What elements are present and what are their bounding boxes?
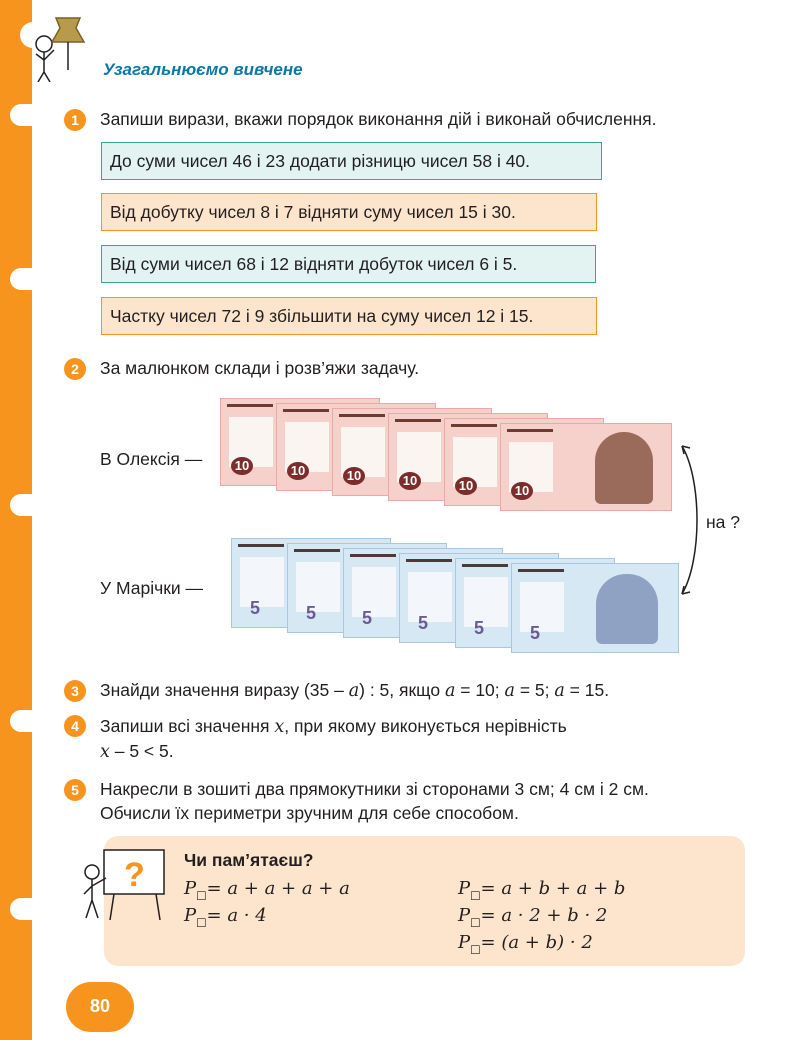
formula-left-2: $P_□= a \cdot 4$	[184, 905, 267, 929]
pin-figure-icon	[14, 10, 98, 82]
task1-expression-box: До суми чисел 46 і 23 додати різницю чисел 58 і 40.	[101, 142, 602, 180]
task1-expression-box: Від суми чисел 68 і 12 відняти добуток чисел 6 і 5.	[101, 245, 596, 283]
bill-value: 5	[418, 613, 429, 633]
task1-expression-box: Частку чисел 72 і 9 збільшити на суму чисел 12 і 15.	[101, 297, 597, 335]
bill-value: 5	[474, 618, 485, 638]
binder-hole	[10, 494, 54, 516]
binder-hole	[10, 710, 54, 732]
binder-hole	[10, 898, 54, 920]
task1-expression-box: Від добутку чисел 8 і 7 відняти суму чисел 15 і 30.	[101, 193, 597, 231]
remember-title: Чи пам’ятаєш?	[184, 850, 314, 870]
board-figure-icon	[76, 846, 172, 922]
task-number-badge: 3	[64, 680, 86, 702]
binder-hole	[10, 104, 54, 126]
task3-text: Знайди значення виразу (35 – a) : 5, якщо a = 10; a = 5; a = 15.	[100, 680, 610, 701]
task-number-badge: 4	[64, 715, 86, 737]
bill-value: 10	[343, 467, 365, 485]
bill-value: 10	[287, 462, 309, 480]
bill-value: 5	[530, 623, 541, 643]
portrait-icon	[596, 574, 658, 644]
portrait-icon	[595, 432, 653, 504]
task1-text: Запиши вирази, вкажи порядок виконання дій і виконай обчислення.	[100, 109, 657, 129]
task5-text: Накресли в зошиті два прямокутники зі сторонами 3 см; 4 см і 2 см. Обчисли їх периметри зручним для себе способом.	[100, 779, 649, 823]
page-notch	[343, 14, 373, 34]
page-notch	[602, 12, 632, 34]
banknote-5	[511, 563, 679, 653]
bill-value: 10	[399, 472, 421, 490]
page-number: 80	[66, 982, 134, 1032]
binder-hole	[10, 268, 54, 290]
bill-value: 5	[306, 603, 317, 623]
formula-left-1: $P_□= a + a + a + a$	[184, 878, 350, 902]
task4-text: Запиши всі значення x, при якому виконується нерівність x – 5 < 5.	[100, 716, 567, 762]
comparison-arrow-icon	[676, 440, 706, 600]
task-number-badge: 2	[64, 358, 86, 380]
task-number-badge: 1	[64, 109, 86, 131]
bill-value: 10	[455, 477, 477, 495]
bill-value: 10	[231, 457, 253, 475]
question-label: на ?	[706, 512, 740, 532]
banknote-10	[500, 423, 672, 511]
task2-text: За малюнком склади і розв’яжи задачу.	[100, 358, 420, 378]
bill-value: 10	[511, 482, 533, 500]
oleksiy-label: В Олексія —	[100, 449, 203, 469]
formula-right-3: $P_□= (a + b) \cdot 2$	[458, 932, 593, 956]
task-number-badge: 5	[64, 779, 86, 801]
bill-value: 5	[362, 608, 373, 628]
marichka-label: У Марічки —	[100, 578, 204, 598]
formula-right-1: $P_□= a + b + a + b$	[458, 878, 626, 902]
formula-right-2: $P_□= a \cdot 2 + b \cdot 2$	[458, 905, 608, 929]
bill-value: 5	[250, 598, 261, 618]
section-title: Узагальнюємо вивчене	[103, 60, 303, 79]
svg-text:?: ?	[124, 856, 145, 894]
